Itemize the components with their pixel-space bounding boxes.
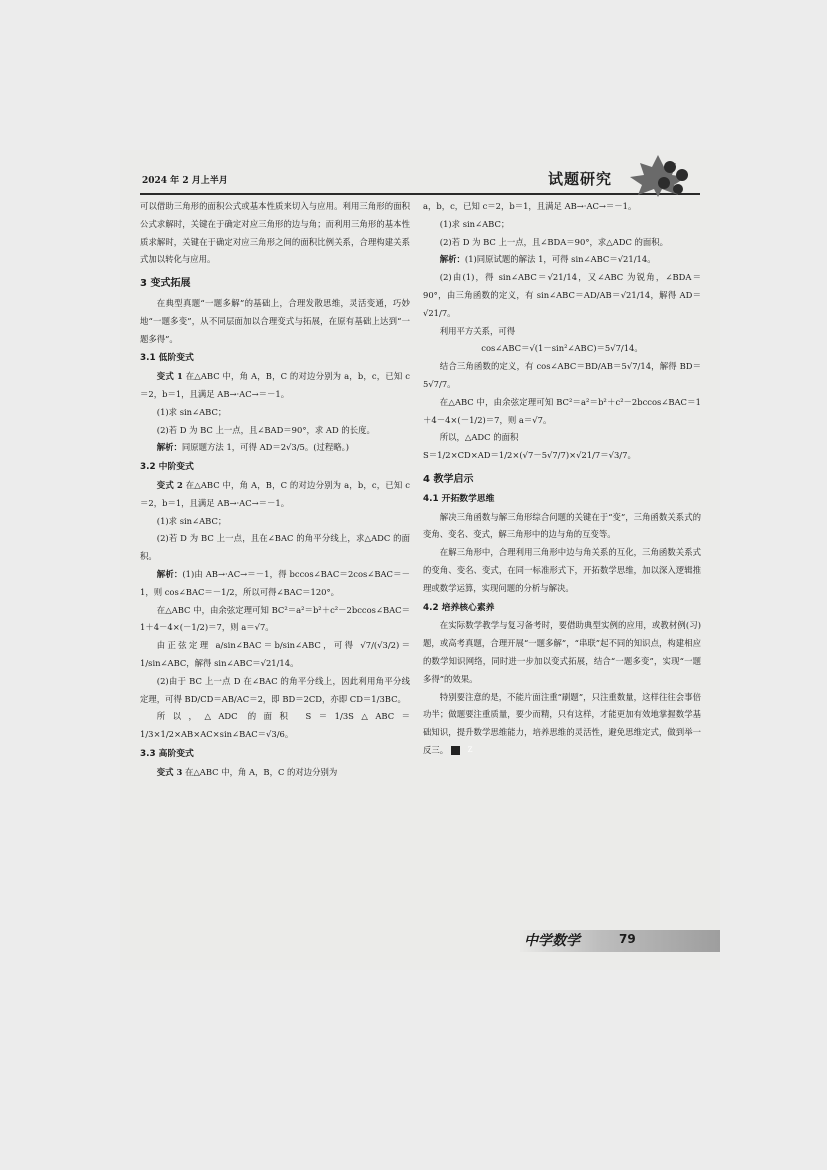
- variant-2-solution-3: 由正弦定理 a/sin∠BAC＝b/sin∠ABC，可得 √7/(√3/2)＝1/sin∠ABC，解得 sin∠ABC＝√21/14。: [140, 640, 410, 668]
- variant-2-solution-4: (2)由于 BC 上一点 D 在∠BAC 的角平分线上，因此利用角平分线定理，可得 BD/CD＝AB/AC＝2，即 BD＝2CD，亦即 CD＝1/3BC。: [140, 675, 410, 704]
- maple-leaf-logo-icon: [618, 153, 698, 197]
- subsection-4-2-paragraph-2-text: 特别要注意的是，不能片面注重“刷题”，只注重数量，这样往往会事倍功半；做题要注重质量，要少而精，只有这样，才能更加有效地掌握数学基础知识，提升数学思维能力，培养思维的灵活性，避免思维定式，做到举一反三。: [423, 691, 701, 755]
- variant-3-solution-6: 在△ABC 中，由余弦定理可知 BC²＝a²＝b²＋c²－2bccos∠BAC＝1＋4－4×(－1/2)＝7，则 a＝√7。: [423, 396, 701, 425]
- variant-1-q2: (2)若 D 为 BC 上一点，且∠BAD＝90°，求 AD 的长度。: [156, 424, 375, 435]
- variant-1-q1: (1)求 sin∠ABC；: [156, 406, 227, 417]
- variant-3-solution-5: 结合三角函数的定义，有 cos∠ABC＝BD/AB＝5√7/14，解得 BD＝5√7/7。: [423, 361, 701, 389]
- left-column: [140, 198, 410, 782]
- column-title: 试题研究: [547, 170, 612, 188]
- intro-paragraph: 可以借助三角形的面积公式或基本性质来切入与应用。利用三角形的面积公式求解时，关键在于确定对应三角形的边与角；而利用三角形的基本性质求解时，关键在于确定对应三角形之间的面积比例关系，合理构建关系式加以转化与应用。: [140, 201, 410, 265]
- article-end-mark-icon: Z: [451, 746, 460, 755]
- subsection-4-1-heading: 4.1 开拓数学思维: [423, 493, 495, 504]
- variant-2-solution-1: [140, 566, 410, 602]
- right-column: [423, 198, 701, 760]
- variant-1-label: 变式 1: [156, 371, 183, 382]
- subsection-4-2-paragraph-1: 在实际数学教学与复习备考时，要借助典型实例的应用，或教材例(习)题，或高考真题，合理开展“一题多解”，“串联”起不同的知识点，构建相应的数学知识网络，同时进一步加以变式拓展，结合“一题多变”，实现“一题多得”的效果。: [423, 620, 701, 684]
- subsection-4-1-paragraph-1: 解决三角函数与解三角形综合问题的关键在于“变”，三角函数关系式的变角、变名、变式，解三角形中的边与角的互变等。: [423, 511, 701, 540]
- solution-label: 解析：: [439, 254, 465, 265]
- variant-2-label: 变式 2: [156, 479, 183, 490]
- subsection-3-2-heading: 3.2 中阶变式: [140, 462, 194, 473]
- variant-3: [140, 764, 410, 782]
- variant-3-continued: a，b，c，已知 c＝2，b＝1，且满足 AB→·AC→＝－1。: [423, 201, 637, 211]
- variant-2-solution-2: 在△ABC 中，由余弦定理可知 BC²＝a²＝b²＋c²－2bccos∠BAC＝1＋4－4×(－1/2)＝7，则 a＝√7。: [140, 604, 410, 633]
- variant-3-text: 在△ABC 中，角 A，B，C 的对边分别为: [184, 766, 338, 777]
- variant-2-q2: (2)若 D 为 BC 上一点，且在∠BAC 的角平分线上，求△ADC 的面积。: [140, 533, 410, 562]
- issue-date: 2024 年 2 月上半月: [142, 176, 228, 186]
- variant-3-solution-7: 所以，△ADC 的面积: [439, 432, 519, 443]
- section-3-heading: 3 变式拓展: [140, 278, 191, 290]
- variant-1: [140, 368, 410, 404]
- variant-2-q1: (1)求 sin∠ABC；: [156, 515, 227, 526]
- solution-label: 解析：: [156, 568, 183, 579]
- variant-3-solution-1: [423, 251, 701, 269]
- variant-3-solution-4: cos∠ABC＝√(1－sin²∠ABC)＝5√7/14。: [481, 343, 643, 354]
- section-4-heading: 4 教学启示: [423, 473, 474, 485]
- variant-2-solution-5: 所以，△ADC 的面积 S＝1/3S△ABC＝1/3×1/2×AB×AC×sin∠BAC＝√3/6。: [140, 711, 410, 740]
- variant-3-solution-text-1: (1)同原试题的解法 1，可得 sin∠ABC＝√21/14。: [464, 254, 656, 265]
- variant-3-solution-3: 利用平方关系，可得: [439, 325, 516, 336]
- variant-2: [140, 477, 410, 513]
- variant-1-text: 在△ABC 中，角 A，B，C 的对边分别为 a，b，c，已知 c＝2，b＝1，且满足 AB→·AC→＝－1。: [140, 371, 410, 399]
- subsection-3-3-heading: 3.3 高阶变式: [140, 748, 194, 759]
- page-header: [140, 165, 700, 195]
- variant-3-solution-2: (2)由(1)，得 sin∠ABC＝√21/14，又∠ABC 为锐角，∠BDA＝90°，由三角函数的定义，有 sin∠ABC＝AD/AB＝√21/14，解得 AD＝√21/7。: [423, 272, 701, 318]
- journal-brand: 中学数学: [524, 933, 580, 949]
- variant-2-solution-text-1: (1)由 AB→·AC→＝－1，得 bccos∠BAC＝2cos∠BAC＝－1，则 cos∠BAC＝－1/2，所以可得∠BAC＝120°。: [140, 568, 410, 597]
- variant-3-q2: (2)若 D 为 BC 上一点，且∠BDA＝90°，求△ADC 的面积。: [439, 236, 669, 247]
- subsection-4-2-paragraph-2: [423, 689, 701, 760]
- page-number: 79: [619, 932, 636, 946]
- subsection-3-1-heading: 3.1 低阶变式: [140, 353, 194, 364]
- variant-3-solution-8: S＝1/2×CD×AD＝1/2×(√7－5√7/7)×√21/7＝√3/7。: [423, 450, 636, 461]
- section-3-text: 在典型真题“一题多解”的基础上，合理发散思维，灵活变通，巧妙地“一题多变”，从不同层面加以合理变式与拓展，在原有基础上达到“一题多得”。: [140, 297, 410, 344]
- variant-1-solution-text: 同原题方法 1，可得 AD＝2√3/5。(过程略。): [181, 442, 350, 453]
- variant-3-label: 变式 3: [156, 766, 183, 777]
- subsection-4-1-paragraph-2: 在解三角形中，合理利用三角形中边与角关系的互化，三角函数关系式的变角、变名、变式，在同一标准形式下，开拓数学思维，加以深入逻辑推理或数学运算，实现问题的分析与解决。: [423, 547, 701, 593]
- variant-1-solution: [140, 439, 410, 457]
- variant-3-q1: (1)求 sin∠ABC；: [439, 218, 510, 229]
- variant-2-text: 在△ABC 中，角 A，B，C 的对边分别为 a，b，c，已知 c＝2，b＝1，且满足 AB→·AC→＝－1。: [140, 479, 410, 508]
- subsection-4-2-heading: 4.2 培养核心素养: [423, 602, 495, 613]
- solution-label: 解析：: [156, 442, 182, 453]
